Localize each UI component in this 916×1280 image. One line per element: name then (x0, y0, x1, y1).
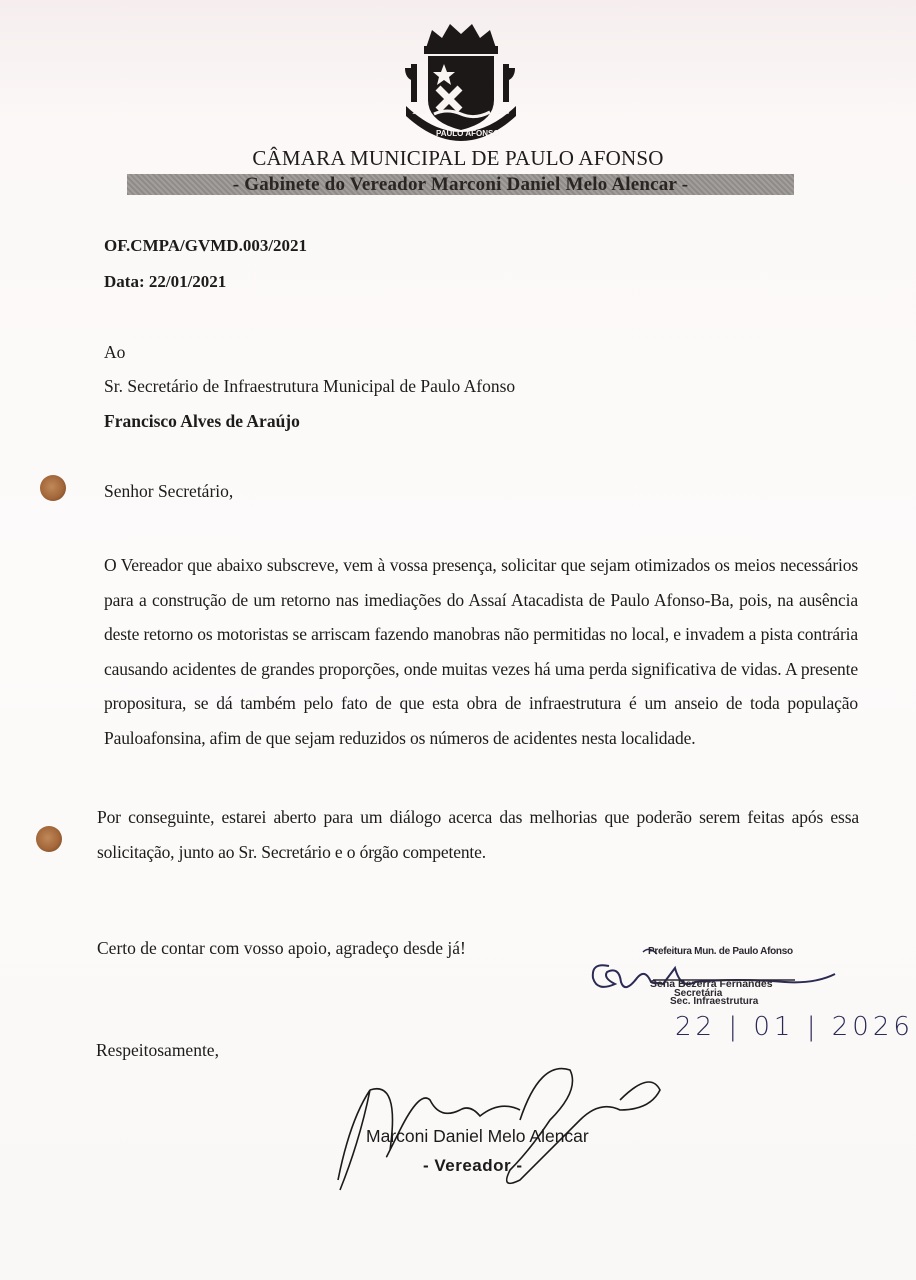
office-number: OF.CMPA/GVMD.003/2021 (104, 236, 308, 255)
document-date: Data: 22/01/2021 (104, 272, 227, 291)
body-paragraph-2: Por conseguinte, estarei aberto para um diálogo acerca das melhorias que poderão serem feitas após essa solicitação, junto ao Sr. Secretário e o órgão competente. (97, 807, 859, 862)
addressee-title: Sr. Secretário de Infraestrutura Municipal de Paulo Afonso (104, 376, 516, 396)
crest-year-right: 1958 (496, 110, 510, 116)
body-paragraph-1: O Vereador que abaixo subscreve, vem à vossa presença, solicitar que sejam otimizados os meios necessários para a construção de um retorno nas imediações do Assaí Atacadista de Paulo Afonso-Ba, pois, na ausência deste retorno os motoristas se arriscam fazendo manobras não permitidas no local, e invadem a pista contrária causando acidentes de grandes proporções, onde muitas vezes há uma perda significativa de vidas. A presente propositura, se dá também pelo fato de que esta obra de infraestrutura é um anseio de toda população Pauloafonsina, afim de que sejam reduzidos os números de acidentes nesta localidade. (104, 555, 858, 748)
stamp-department: Sec. Infraestrutura (670, 996, 759, 1007)
cabinet-band: - Gabinete do Vereador Marconi Daniel Melo Alencar - (127, 174, 794, 195)
salutation: Senhor Secretário, (104, 481, 234, 501)
stamp-role: Secretária (674, 988, 723, 999)
punch-hole (36, 826, 62, 852)
closing-line: Certo de contar com vosso apoio, agradeço desde já! (97, 938, 466, 958)
crest-ribbon-text: PAULO AFONSO (436, 129, 500, 138)
stamp-name: Sena Bezerra Fernandes (650, 978, 773, 990)
punch-hole (40, 475, 66, 501)
addressee-name: Francisco Alves de Araújo (104, 411, 300, 431)
stamp-institution: Prefeitura Mun. de Paulo Afonso (648, 946, 793, 957)
municipal-coat-of-arms-icon (402, 18, 520, 146)
chamber-title: CÂMARA MUNICIPAL DE PAULO AFONSO (252, 146, 664, 170)
stamp-handwritten-date: 22 | 01 | 2026 (675, 1012, 914, 1042)
addressee-prefix: Ao (104, 342, 126, 362)
crest-year-left: 1725 (412, 110, 426, 116)
signatory-name: Marconi Daniel Melo Alencar (366, 1126, 589, 1146)
regards-line: Respeitosamente, (96, 1040, 219, 1060)
signatory-role: - Vereador - (423, 1156, 523, 1175)
